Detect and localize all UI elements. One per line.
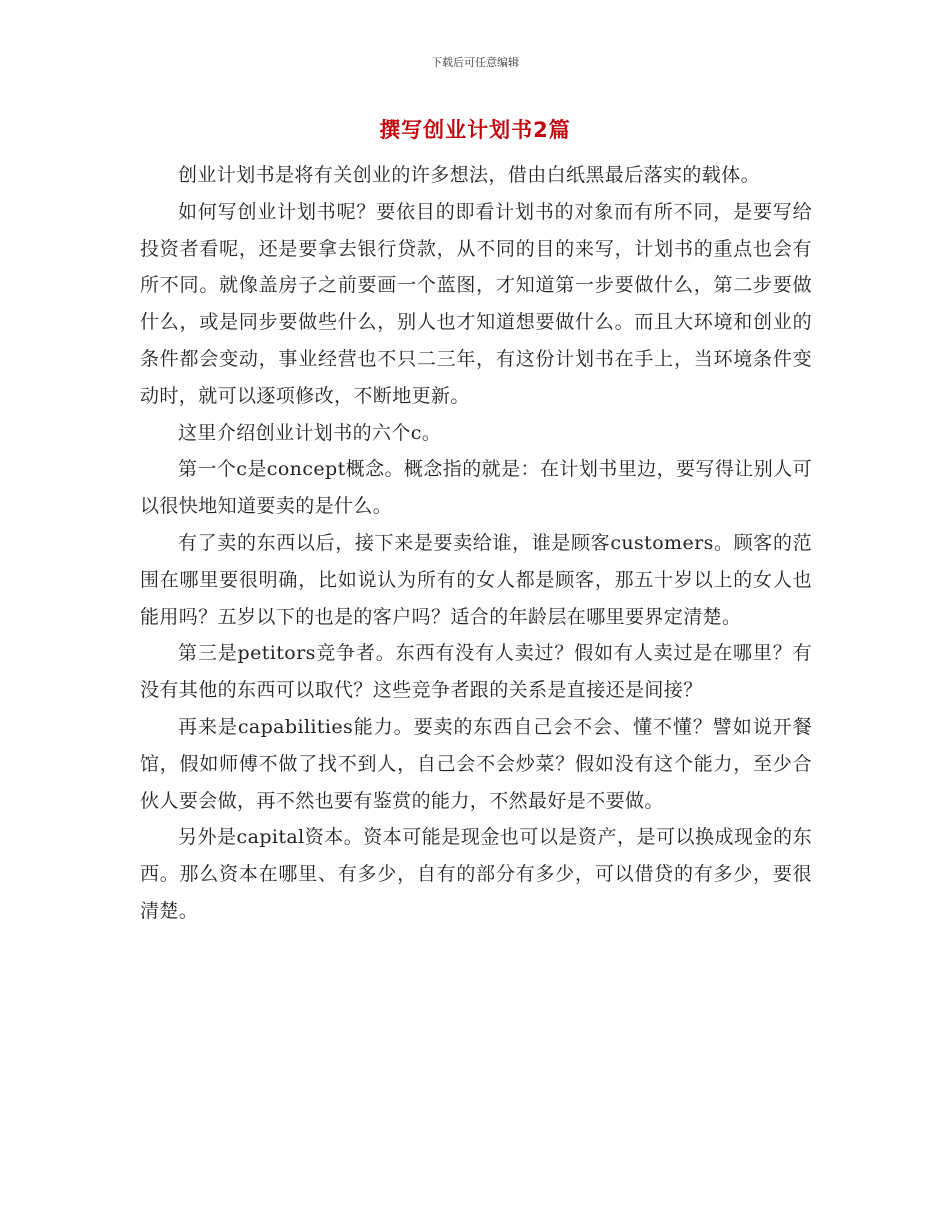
paragraph-capital: 另外是capital资本。资本可能是现金也可以是资产，是可以换成现金的东西。那么资本在哪里、有多少，自有的部分有多少，可以借贷的有多少，要很清楚。	[140, 826, 812, 922]
document-title: 撰写创业计划书2篇	[379, 118, 571, 142]
document-body	[140, 157, 812, 930]
paragraph-capabilities: 再来是capabilities能力。要卖的东西自己会不会、懂不懂？譬如说开餐馆，假如师傅不做了找不到人，自己会不会炒菜？假如没有这个能力，至少合伙人要会做，再不然也要有鉴赏的能力，不然最好是不要做。	[140, 715, 812, 812]
page-header: 下载后可任意编辑	[431, 56, 519, 69]
paragraph-six-c: 这里介绍创业计划书的六个c。	[178, 421, 442, 444]
paragraph-intro: 创业计划书是将有关创业的许多想法，借由白纸黑最后落实的载体。	[178, 164, 761, 186]
paragraph-how-to-write: 如何写创业计划书呢？要依目的即看计划书的对象而有所不同，是要写给投资者看呢，还是要拿去银行贷款，从不同的目的来写，计划书的重点也会有所不同。就像盖房子之前要画一个蓝图，才知道第一步要做什么，第二步要做什么，或是同步要做些什么，别人也才知道想要做什么。而且大环境和创业的条件都会变动，事业经营也不只二三年，有这份计划书在手上，当环境条件变动时，就可以逐项修改，不断地更新。	[140, 200, 812, 407]
paragraph-concept: 第一个c是concept概念。概念指的就是：在计划书里边，要写得让别人可以很快地知道要卖的是什么。	[140, 458, 812, 518]
paragraph-customers: 有了卖的东西以后，接下来是要卖给谁，谁是顾客customers。顾客的范围在哪里要很明确，比如说认为所有的女人都是顾客，那五十岁以上的女人也能用吗？五岁以下的也是的客户吗？适合的年龄层在哪里要界定清楚。	[140, 531, 812, 628]
paragraph-competitors: 第三是petitors竞争者。东西有没有人卖过？假如有人卖过是在哪里？有没有其他的东西可以取代？这些竞争者跟的关系是直接还是间接？	[140, 642, 812, 702]
